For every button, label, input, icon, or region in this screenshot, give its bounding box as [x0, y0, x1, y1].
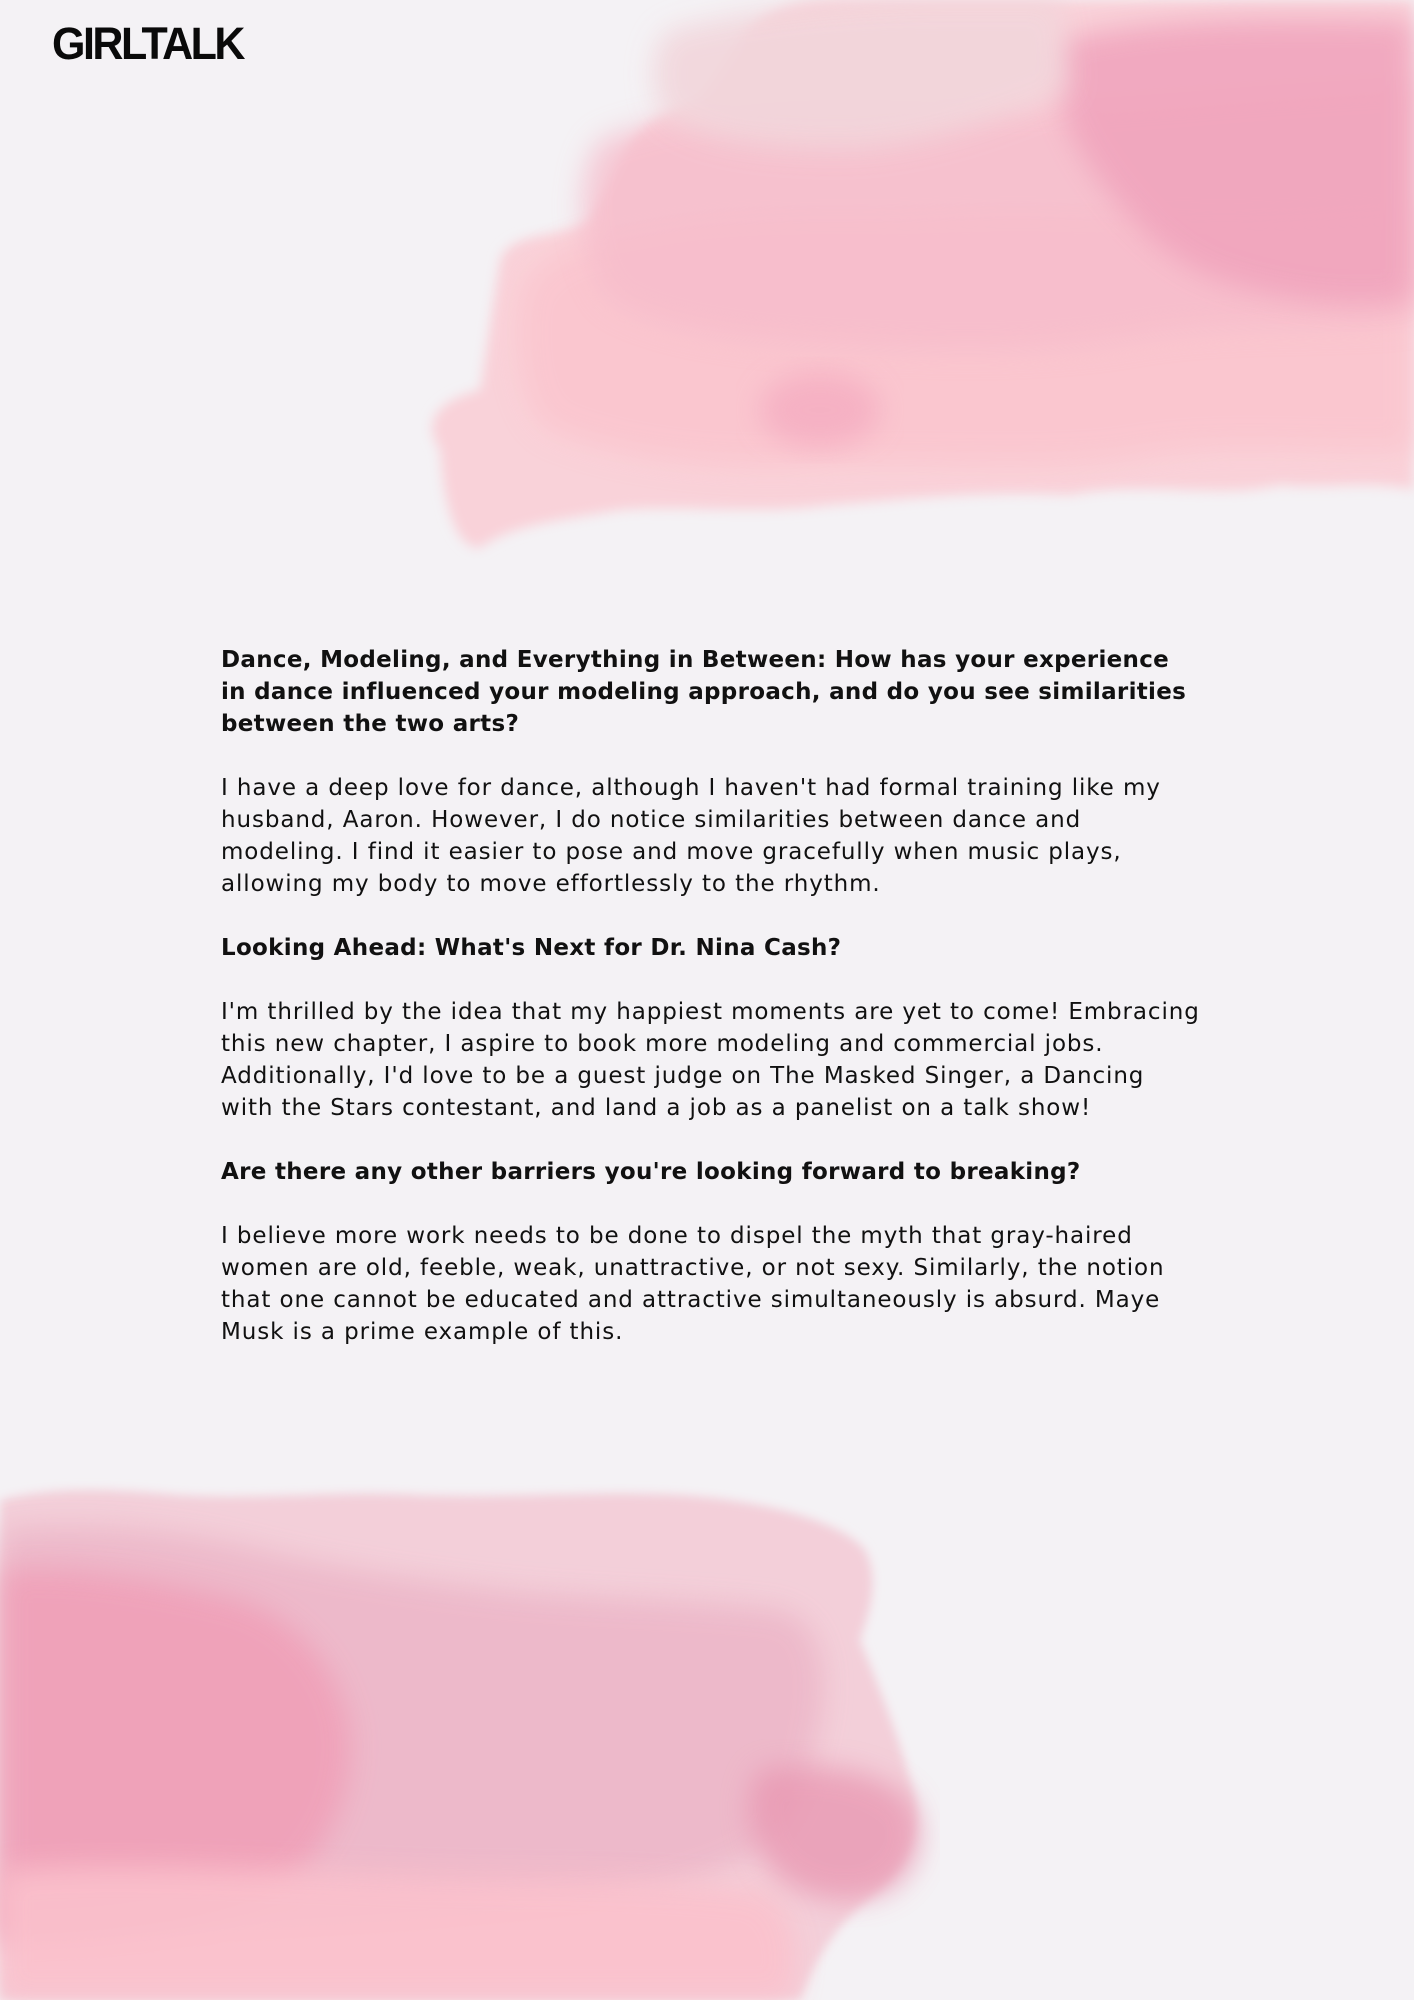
- qa-section-barriers: [221, 1156, 1201, 1348]
- question-heading: Dance, Modeling, and Everything in Between: How has your experience in dance influenced your modeling approach, and do you see similarities between the two arts?: [221, 647, 1187, 737]
- interview-article: [221, 644, 1201, 1380]
- qa-section-dance-modeling: [221, 644, 1201, 900]
- brand-logo: GIRLTALK: [52, 18, 243, 70]
- answer-paragraph: I believe more work needs to be done to dispel the myth that gray-haired women are old, feeble, weak, unattractive, or not sexy. Similarly, the notion that one cannot be educated and attractive simultaneously is absurd. Maye Musk is a prime example of this.: [221, 1223, 1165, 1345]
- question-heading: Looking Ahead: What's Next for Dr. Nina Cash?: [221, 935, 842, 961]
- answer-paragraph: I have a deep love for dance, although I haven't had formal training like my husband, Aaron. However, I do notice similarities between dance and modeling. I find it easier to pose and move gracefully when music plays, allowing my body to move effortlessly to the rhythm.: [221, 775, 1161, 897]
- watercolor-decoration-bottom: [0, 1470, 940, 2000]
- answer-paragraph: I'm thrilled by the idea that my happiest moments are yet to come! Embracing this new chapter, I aspire to book more modeling and commercial jobs. Additionally, I'd love to be a guest judge on The Masked Singer, a Dancing with the Stars contestant, and land a job as a panelist on a talk show!: [221, 999, 1200, 1121]
- qa-section-looking-ahead: [221, 932, 1201, 1124]
- question-heading: Are there any other barriers you're looking forward to breaking?: [221, 1159, 1081, 1185]
- watercolor-decoration-top: [420, 0, 1414, 560]
